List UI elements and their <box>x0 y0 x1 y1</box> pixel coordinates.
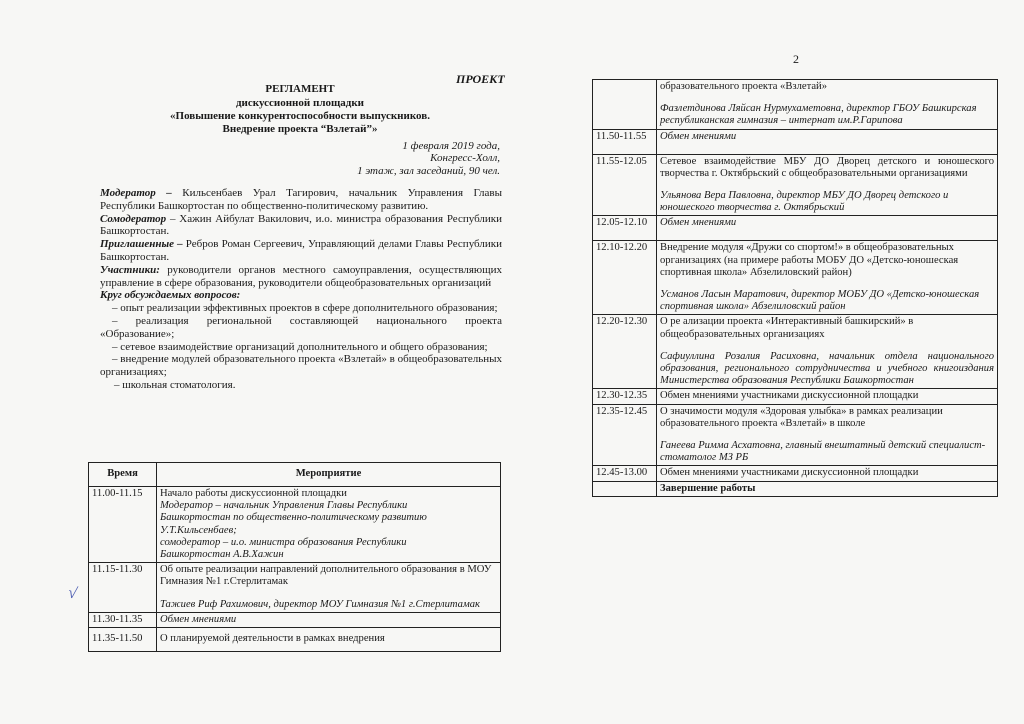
row-time: 12.45-13.00 <box>593 466 657 481</box>
row-title: Сетевое взаимодействие МБУ ДО Дворец детского и юношеского творчества г. Октябрьский с общеобразовательными организациями <box>660 155 994 179</box>
moderator-text: Кильсенбаев Урал Тагирович, начальник Управления Главы Республики Башкортостан по общественно-политическому развитию. <box>100 187 502 212</box>
row-speaker-line: сомодератор – и.о. министра образования Республики <box>160 536 407 548</box>
document-theme-line2: Внедрение проекта “Взлетай”» <box>222 123 378 135</box>
document-theme-line1: «Повышение конкурентоспособности выпускников. <box>170 110 430 122</box>
row-event <box>157 487 501 563</box>
row-event <box>157 563 501 613</box>
table-row <box>89 628 501 652</box>
schedule-table-right <box>592 79 998 497</box>
moderator-paragraph <box>100 187 502 213</box>
guests-paragraph <box>100 238 502 264</box>
issue-item: – реализация региональной составляющей национального проекта «Образование»; <box>100 314 502 340</box>
row-event <box>657 241 998 315</box>
row-time: 12.20-12.30 <box>593 315 657 389</box>
row-speaker-line: Башкортостан по общественно-политическому развитию <box>160 512 427 524</box>
moderator-label: Модератор – <box>100 187 172 199</box>
table-row <box>593 315 998 389</box>
issue-item: – сетевое взаимодействие организаций дополнительного и общего образования; <box>112 340 488 353</box>
table-row <box>593 80 998 130</box>
table-row <box>89 612 501 627</box>
row-time: 11.00-11.15 <box>89 487 157 563</box>
row-exchange: Обмен мнениями <box>157 612 501 627</box>
row-speaker-line: У.Т.Кильсенбаев; <box>160 524 237 536</box>
comoderator-label: Сомодератор <box>100 212 167 225</box>
issue-item: – внедрение модулей образовательного проекта «Взлетай» в общеобразовательных организациях; <box>100 353 502 379</box>
row-time: 12.10-12.20 <box>593 241 657 315</box>
document-title: РЕГЛАМЕНТ <box>265 83 335 95</box>
row-speaker: Тажиев Риф Рахимович, директор МОУ Гимназия №1 г.Стерлитамак <box>160 598 480 610</box>
row-time: 11.15-11.30 <box>89 563 157 613</box>
table-row <box>89 487 501 563</box>
row-speaker: Усманов Ласын Маратович, директор МОБУ ДО «Детско-юношеская спортивная школа» Абзелиловский район <box>660 289 980 313</box>
row-time <box>593 481 657 496</box>
row-time: 11.30-11.35 <box>89 612 157 627</box>
row-exchange: Обмен мнениями <box>657 129 998 154</box>
schedule-table-left <box>88 462 501 652</box>
time-column-header: Время <box>89 463 157 487</box>
row-time: 12.35-12.45 <box>593 404 657 466</box>
row-title: Начало работы дискуссионной площадки <box>160 488 347 499</box>
row-title: О ре ализации проекта «Интерактивный башкирский» в общеобразовательных организациях <box>660 316 914 340</box>
row-time: 12.05-12.10 <box>593 216 657 241</box>
row-speaker-line: Башкортостан А.В.Хажин <box>160 549 284 561</box>
comoderator-text: – Хажин Айбулат Вакилович, и.о. министра образования Республики Башкортостан. <box>100 212 502 238</box>
document-subtitle: дискуссионной площадки <box>235 97 365 109</box>
issues-heading <box>100 289 502 302</box>
row-time: 11.55-12.05 <box>593 154 657 216</box>
row-time: 12.30-12.35 <box>593 389 657 404</box>
participants-text: руководители органов местного самоуправления, осуществляющих управление в сфере образования, руководители общеобразовательных организаций <box>100 263 502 289</box>
issues-label: Круг обсуждаемых вопросов: <box>100 289 241 302</box>
row-closing: Завершение работы <box>657 481 998 496</box>
row-speaker: Ульянова Вера Павловна, директор МБУ ДО Дворец детского и юношеского творчества г. Октябрьский <box>660 190 949 214</box>
table-row <box>593 466 998 481</box>
draft-label: ПРОЕКТ <box>456 72 505 86</box>
row-speaker: Ганеева Римма Асхатовна, главный внештатный детский специалист-стоматолог МЗ РБ <box>660 440 986 464</box>
event-room: 1 этаж, зал заседаний, 90 чел. <box>357 165 500 177</box>
table-row <box>593 481 998 496</box>
page-number: 2 <box>793 52 799 66</box>
row-speaker: Фазлетдинова Ляйсан Нурмухаметовна, директор ГБОУ Башкирская республиканская гимназия – интернат им.Р.Гарипова <box>660 103 977 127</box>
row-event <box>657 404 998 466</box>
row-time: 11.35-11.50 <box>89 628 157 652</box>
table-row <box>593 241 998 315</box>
comoderator-paragraph <box>100 213 502 239</box>
issue-item: – опыт реализации эффективных проектов в сфере дополнительного образования; <box>112 302 498 315</box>
issue-item: – школьная стоматология. <box>114 378 236 391</box>
row-exchange: Обмен мнениями участниками дискуссионной площадки <box>657 466 998 481</box>
table-header-row <box>89 463 501 487</box>
row-time <box>593 80 657 130</box>
row-speaker-line: Модератор – начальник Управления Главы Республики <box>160 500 408 512</box>
participants-label: Участники: <box>100 263 160 276</box>
event-venue: Конгресс-Холл, <box>430 152 500 164</box>
roles-block <box>100 187 502 392</box>
row-time: 11.50-11.55 <box>593 129 657 154</box>
guests-label: Приглашенные – <box>100 238 183 251</box>
handwritten-check-mark: √ <box>66 584 79 603</box>
guests-text: Ребров Роман Сергеевич, Управляющий делами Главы Республики Башкортостан. <box>100 238 502 263</box>
row-event <box>657 154 998 216</box>
table-row <box>593 389 998 404</box>
event-date: 1 февраля 2019 года, <box>402 140 500 152</box>
row-title: образовательного проекта «Взлетай» <box>660 81 828 92</box>
table-row <box>89 563 501 613</box>
table-row <box>593 404 998 466</box>
row-speaker: Сафиуллина Розалия Расиховна, начальник отдела национального образования, регионального сотрудничества и учебного книгоиздания Министерства образования Республики Башкортостан <box>660 350 994 387</box>
row-title: О значимости модуля «Здоровая улыбка» в рамках реализации образовательного проекта «Взлетай» в школе <box>660 405 943 429</box>
event-column-header: Мероприятие <box>157 463 501 487</box>
row-title: Внедрение модуля «Дружи со спортом!» в общеобразовательных организациях (на примере работы МОБУ ДО «Детско-юношеская спортивная школа» Абзелиловский район) <box>660 242 959 278</box>
table-row <box>593 216 998 241</box>
row-event <box>657 80 998 130</box>
row-title: О планируемой деятельности в рамках внедрения <box>157 628 501 652</box>
participants-paragraph <box>100 264 502 290</box>
row-title: Об опыте реализации направлений дополнительного образования в МОУ Гимназия №1 г.Стерлитамак <box>160 564 492 588</box>
row-event <box>657 315 998 389</box>
table-row <box>593 154 998 216</box>
row-exchange: Обмен мнениями участниками дискуссионной площадки <box>657 389 998 404</box>
row-exchange: Обмен мнениями <box>657 216 998 241</box>
table-row <box>593 129 998 154</box>
